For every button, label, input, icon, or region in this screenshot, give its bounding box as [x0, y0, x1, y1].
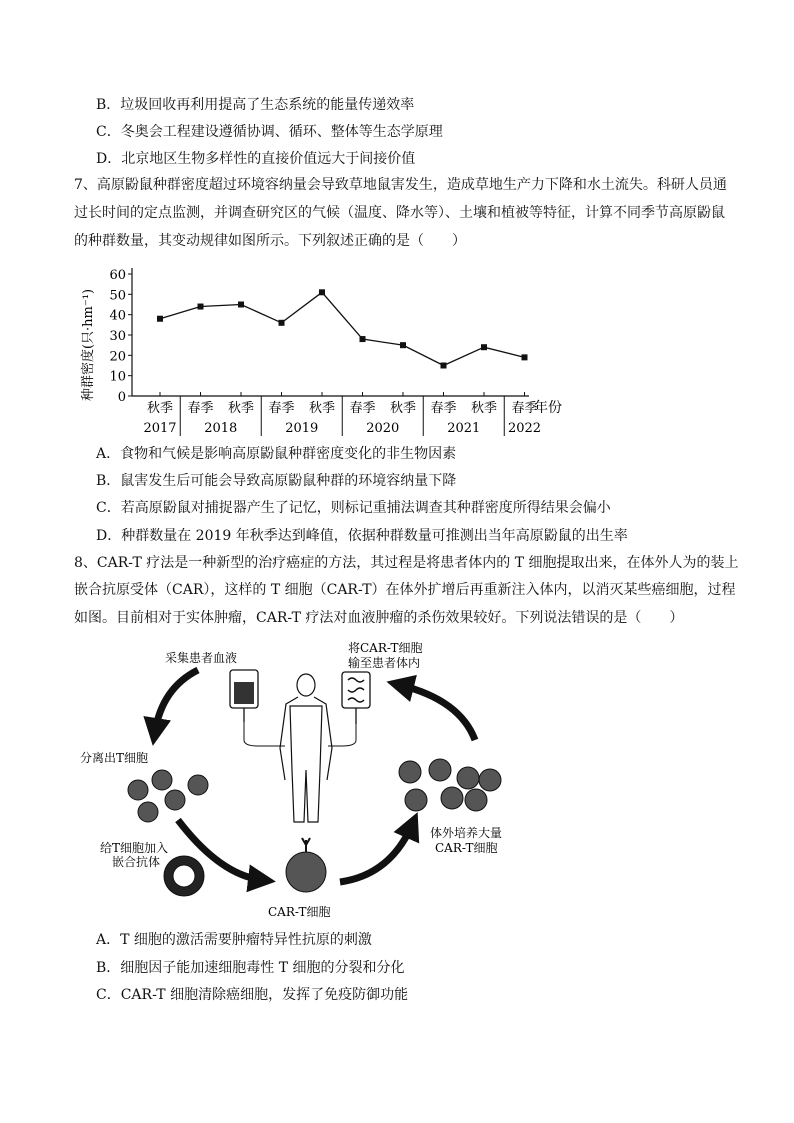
q7-option-b: B．鼠害发生后可能会导致高原鼢鼠种群的环境容纳量下降 — [96, 473, 457, 489]
prev-option-b: B．垃圾回收再利用提高了生态系统的能量传递效率 — [96, 97, 415, 113]
data-point — [481, 344, 487, 350]
blood-bag-icon — [230, 670, 285, 746]
q7-stem-line-3: 的种群数量，其变动规律如图所示。下列叙述正确的是（ ） — [74, 233, 466, 249]
x-category-label: 春季 — [511, 401, 538, 416]
t-cells-group — [128, 770, 208, 822]
label-add-antibody-line-1: 给T细胞加入 — [100, 841, 169, 855]
year-label: 2022 — [507, 421, 542, 436]
car-t-bag-icon — [328, 672, 370, 746]
chart-x-label: 年份 — [534, 400, 562, 416]
car-t-cell-icon — [286, 838, 326, 892]
q8-stem-line-1: 8、CAR-T 疗法是一种新型的治疗癌症的方法，其过程是将患者体内的 T 细胞提取出来，在体外人为的装上 — [74, 555, 739, 571]
t-cell — [188, 775, 208, 795]
year-label: 2021 — [447, 421, 481, 436]
patient-body-icon — [280, 674, 332, 822]
series-line — [160, 292, 525, 365]
x-category-label: 春季 — [430, 401, 457, 416]
prev-option-d: D．北京地区生物多样性的直接价值远大于间接价值 — [96, 151, 416, 167]
label-culture-line-1: 体外培养大量 — [430, 826, 503, 840]
label-separate-t-cells: 分离出T细胞 — [80, 751, 149, 765]
x-category-label: 春季 — [349, 401, 376, 416]
data-point — [441, 363, 447, 369]
t-cell — [138, 802, 158, 822]
x-category-label: 春季 — [268, 401, 295, 416]
x-category-label: 秋季 — [146, 401, 174, 416]
q7-option-a: A．食物和气候是影响高原鼢鼠种群密度变化的非生物因素 — [96, 446, 457, 462]
x-category-label: 秋季 — [470, 401, 498, 416]
label-infuse-line-2: 输至患者体内 — [348, 656, 421, 670]
arrow-culture-to-infuse — [400, 685, 475, 740]
y-tick-label: 60 — [109, 268, 126, 283]
prev-option-c: C．冬奥会工程建设遵循协调、循环、整体等生态学原理 — [96, 124, 443, 140]
year-label: 2017 — [143, 421, 177, 436]
q7-stem-line-1: 7、高原鼢鼠种群密度超过环境容纳量会导致草地鼠害发生，造成草地生产力下降和水土流失。科研人员通 — [74, 177, 727, 193]
label-car-t-cell: CAR-T细胞 — [268, 905, 331, 919]
y-tick-label: 20 — [109, 349, 126, 365]
q8-option-c: C．CAR-T 细胞清除癌细胞，发挥了免疫防御功能 — [96, 987, 409, 1003]
x-category-label: 秋季 — [227, 401, 255, 416]
q7-option-c: C．若高原鼢鼠对捕捉器产生了记忆，则标记重捕法调查其种群密度所得结果会偏小 — [96, 500, 611, 516]
data-point — [279, 320, 285, 326]
label-add-antibody-line-2: 嵌合抗体 — [112, 855, 161, 869]
q7-option-d: D．种群数量在 2019 年秋季达到峰值，依据种群数量可推测出当年高原鼢鼠的出生率 — [96, 528, 628, 544]
x-category-label: 春季 — [187, 401, 214, 416]
y-tick-label: 40 — [109, 308, 126, 324]
y-tick-label: 30 — [109, 329, 126, 344]
t-cell — [128, 780, 148, 800]
cultured-car-t-cells — [399, 759, 501, 811]
q8-stem-line-3: 如图。目前相对于实体肿瘤，CAR-T 疗法对血液肿瘤的杀伤效果较好。下列说法错误的是（ ） — [74, 610, 684, 626]
data-point — [400, 342, 406, 348]
year-label: 2019 — [285, 421, 319, 436]
antibody-icon — [164, 856, 204, 896]
population-density-chart — [74, 260, 594, 440]
year-label: 2020 — [366, 421, 400, 436]
x-category-label: 秋季 — [389, 401, 417, 416]
q7-stem-line-2: 过长时间的定点监测，并调查研究区的气候（温度、降水等）、土壤和植被等特征，计算不同季节高原鼢鼠 — [74, 205, 725, 221]
y-tick-label: 0 — [117, 390, 126, 405]
data-point — [360, 336, 366, 342]
t-cell — [152, 770, 172, 790]
q8-option-a: A．T 细胞的激活需要肿瘤特异性抗原的刺激 — [96, 932, 372, 948]
x-category-label: 秋季 — [308, 401, 336, 416]
chart-y-label: 种群密度(只·hm⁻¹) — [81, 288, 96, 402]
t-cell — [165, 790, 185, 810]
arrow-collect-to-separate — [155, 670, 198, 732]
q8-option-b: B．细胞因子能加速细胞毒性 T 细胞的分裂和分化 — [96, 960, 405, 976]
car-t-process-diagram — [80, 640, 540, 925]
label-culture-line-2: CAR-T细胞 — [435, 841, 498, 855]
label-infuse-line-1: 将CAR-T细胞 — [348, 641, 423, 655]
data-point — [157, 316, 163, 322]
y-tick-label: 10 — [109, 369, 126, 385]
q8-stem-line-2: 嵌合抗原受体（CAR），这样的 T 细胞（CAR-T）在体外扩增后再重新注入体内，以消灭某些癌细胞，过程 — [74, 582, 736, 598]
data-point — [522, 354, 528, 360]
label-collect-blood: 采集患者血液 — [165, 651, 238, 665]
arrow-cart-to-culture — [340, 825, 412, 882]
y-tick-label: 50 — [109, 288, 126, 304]
data-point — [198, 304, 204, 310]
data-point — [238, 302, 244, 308]
year-label: 2018 — [204, 421, 238, 436]
data-point — [319, 289, 325, 295]
